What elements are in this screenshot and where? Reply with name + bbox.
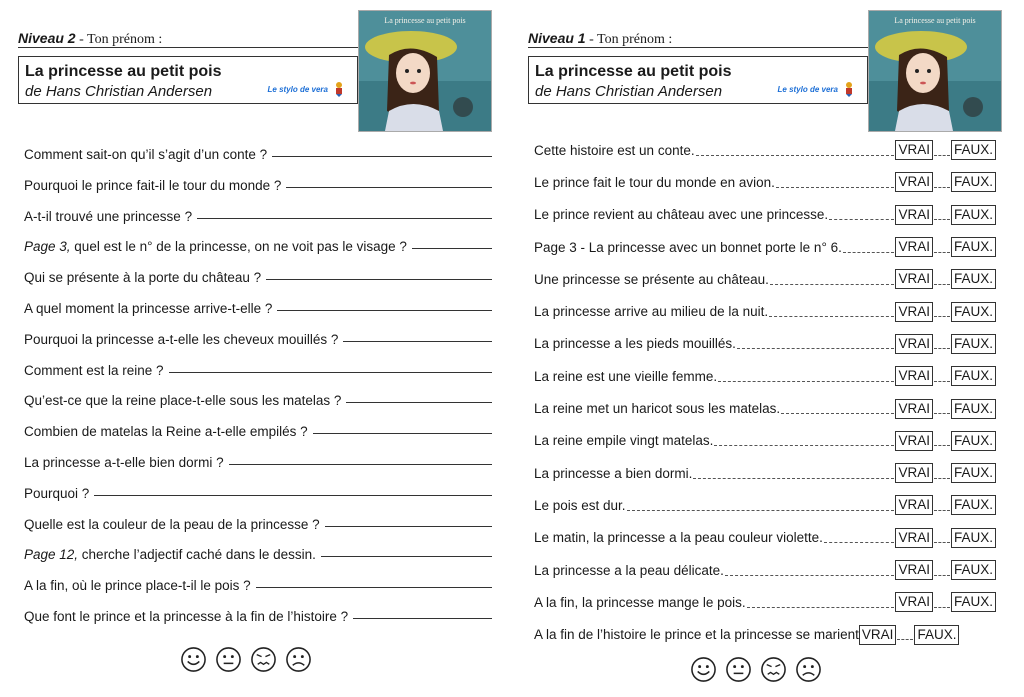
statement-row: La reine est une vieille femme. VRAI FAUX. (534, 360, 996, 392)
name-header (528, 30, 672, 48)
true-box[interactable]: VRAI (895, 431, 933, 451)
true-box[interactable]: VRAI (895, 528, 933, 548)
true-box[interactable]: VRAI (895, 172, 933, 192)
self-assessment-faces (690, 656, 822, 683)
pencil-character-icon (331, 81, 347, 97)
answer-line[interactable] (313, 433, 492, 434)
worksheet-author: de Hans Christian Andersen (25, 83, 213, 100)
answer-line[interactable] (169, 372, 492, 373)
question-item: Pourquoi la princesse a-t-elle les cheveux mouillés ? (24, 332, 492, 363)
answer-line[interactable] (286, 187, 492, 188)
true-box[interactable]: VRAI (895, 366, 933, 386)
false-box[interactable]: FAUX. (951, 172, 996, 192)
question-item: Qui se présente à la porte du château ? (24, 270, 492, 301)
answer-line[interactable] (353, 618, 492, 619)
answer-line[interactable] (256, 587, 492, 588)
book-cover-image (358, 10, 492, 132)
name-header (18, 30, 162, 48)
neutral-face-icon[interactable] (215, 646, 242, 673)
answer-line[interactable] (343, 341, 492, 342)
false-box[interactable]: FAUX. (951, 334, 996, 354)
question-item: Page 3, quel est le n° de la princesse, on ne voit pas le visage ? (24, 239, 492, 270)
header-rule (528, 47, 868, 48)
false-box[interactable]: FAUX. (951, 528, 996, 548)
answer-line[interactable] (229, 464, 492, 465)
false-box[interactable]: FAUX. (951, 463, 996, 483)
question-item: Quelle est la couleur de la peau de la princesse ? (24, 517, 492, 548)
statement-row: Le pois est dur. VRAI FAUX. (534, 489, 996, 521)
question-item: A quel moment la princesse arrive-t-elle ? (24, 301, 492, 332)
worksheet-level-1 (528, 0, 1018, 697)
statement-row: A la fin, la princesse mange le pois. VRAI FAUX. (534, 586, 996, 618)
question-item: Page 12, cherche l’adjectif caché dans le dessin. (24, 547, 492, 578)
cover-title: La princesse au petit pois (384, 16, 466, 25)
question-item: Pourquoi le prince fait-il le tour du monde ? (24, 178, 492, 209)
question-item: Qu’est-ce que la reine place-t-elle sous les matelas ? (24, 393, 492, 424)
statement-row: Le prince fait le tour du monde en avion. VRAI FAUX. (534, 166, 996, 198)
true-false-list (534, 134, 996, 651)
answer-line[interactable] (266, 279, 492, 280)
false-box[interactable]: FAUX. (951, 560, 996, 580)
true-box[interactable]: VRAI (895, 334, 933, 354)
brand-logo (268, 81, 347, 97)
smile-face-icon[interactable] (180, 646, 207, 673)
statement-row: La princesse a bien dormi. VRAI FAUX. (534, 457, 996, 489)
true-box[interactable]: VRAI (895, 560, 933, 580)
answer-line[interactable] (321, 556, 492, 557)
question-item: A la fin, où le prince place-t-il le pois ? (24, 578, 492, 609)
book-cover-image (868, 10, 1002, 132)
smile-face-icon[interactable] (690, 656, 717, 683)
question-item: A-t-il trouvé une princesse ? (24, 209, 492, 240)
false-box[interactable]: FAUX. (951, 495, 996, 515)
worried-face-icon[interactable] (760, 656, 787, 683)
statement-row: La princesse a les pieds mouillés. VRAI FAUX. (534, 328, 996, 360)
answer-line[interactable] (94, 495, 492, 496)
false-box[interactable]: FAUX. (951, 237, 996, 257)
false-box[interactable]: FAUX. (951, 269, 996, 289)
title-box (18, 56, 358, 104)
statement-row: La reine met un haricot sous les matelas. VRAI FAUX. (534, 392, 996, 424)
brand-logo (778, 81, 857, 97)
true-box[interactable]: VRAI (895, 495, 933, 515)
brand-text: Le stylo de vera (777, 84, 838, 94)
true-box[interactable]: VRAI (895, 140, 933, 160)
pencil-character-icon (841, 81, 857, 97)
name-prompt: - Ton prénom : (75, 32, 163, 47)
statement-row: Page 3 - La princesse avec un bonnet porte le n° 6. VRAI FAUX. (534, 231, 996, 263)
statement-row: Le matin, la princesse a la peau couleur violette. VRAI FAUX. (534, 522, 996, 554)
false-box[interactable]: FAUX. (951, 592, 996, 612)
worksheet-level-2 (18, 0, 508, 697)
false-box[interactable]: FAUX. (951, 205, 996, 225)
title-box (528, 56, 868, 104)
false-box[interactable]: FAUX. (951, 140, 996, 160)
header-rule (18, 47, 358, 48)
sad-face-icon[interactable] (795, 656, 822, 683)
answer-line[interactable] (272, 156, 492, 157)
self-assessment-faces (180, 646, 312, 673)
worksheet-title: La princesse au petit pois (535, 63, 732, 80)
statement-row: Le prince revient au château avec une princesse. VRAI FAUX. (534, 199, 996, 231)
level-label: Niveau 2 (18, 30, 76, 46)
statement-row: La princesse a la peau délicate. VRAI FAUX. (534, 554, 996, 586)
statement-row: Une princesse se présente au château. VRAI FAUX. (534, 263, 996, 295)
question-item: Comment est la reine ? (24, 363, 492, 394)
question-item: Comment sait-on qu’il s’agit d’un conte ? (24, 147, 492, 178)
statement-row: La reine empile vingt matelas. VRAI FAUX. (534, 425, 996, 457)
true-box[interactable]: VRAI (859, 625, 897, 645)
question-list (24, 147, 492, 640)
true-box[interactable]: VRAI (895, 205, 933, 225)
false-box[interactable]: FAUX. (951, 366, 996, 386)
true-box[interactable]: VRAI (895, 463, 933, 483)
worksheet-title: La princesse au petit pois (25, 63, 222, 80)
false-box[interactable]: FAUX. (951, 399, 996, 419)
question-item: Combien de matelas la Reine a-t-elle empilés ? (24, 424, 492, 455)
answer-line[interactable] (325, 526, 492, 527)
statement-row: La princesse arrive au milieu de la nuit. VRAI FAUX. (534, 295, 996, 327)
statement-row: Cette histoire est un conte. VRAI FAUX. (534, 134, 996, 166)
question-item: Que font le prince et la princesse à la fin de l’histoire ? (24, 609, 492, 640)
cover-title: La princesse au petit pois (894, 16, 976, 25)
true-box[interactable]: VRAI (895, 399, 933, 419)
question-item: La princesse a-t-elle bien dormi ? (24, 455, 492, 486)
question-item: Pourquoi ? (24, 486, 492, 517)
true-box[interactable]: VRAI (895, 592, 933, 612)
false-box[interactable]: FAUX. (951, 302, 996, 322)
answer-line[interactable] (346, 402, 492, 403)
worksheet-author: de Hans Christian Andersen (535, 83, 723, 100)
answer-line[interactable] (277, 310, 492, 311)
brand-text: Le stylo de vera (267, 84, 328, 94)
level-label: Niveau 1 (528, 30, 586, 46)
false-box[interactable]: FAUX. (914, 625, 959, 645)
answer-line[interactable] (412, 248, 492, 249)
worried-face-icon[interactable] (250, 646, 277, 673)
neutral-face-icon[interactable] (725, 656, 752, 683)
name-prompt: - Ton prénom : (585, 32, 673, 47)
true-box[interactable]: VRAI (895, 237, 933, 257)
statement-row: A la fin de l’histoire le prince et la princesse se marient VRAI FAUX. (534, 618, 996, 650)
answer-line[interactable] (197, 218, 492, 219)
true-box[interactable]: VRAI (895, 302, 933, 322)
false-box[interactable]: FAUX. (951, 431, 996, 451)
true-box[interactable]: VRAI (895, 269, 933, 289)
sad-face-icon[interactable] (285, 646, 312, 673)
